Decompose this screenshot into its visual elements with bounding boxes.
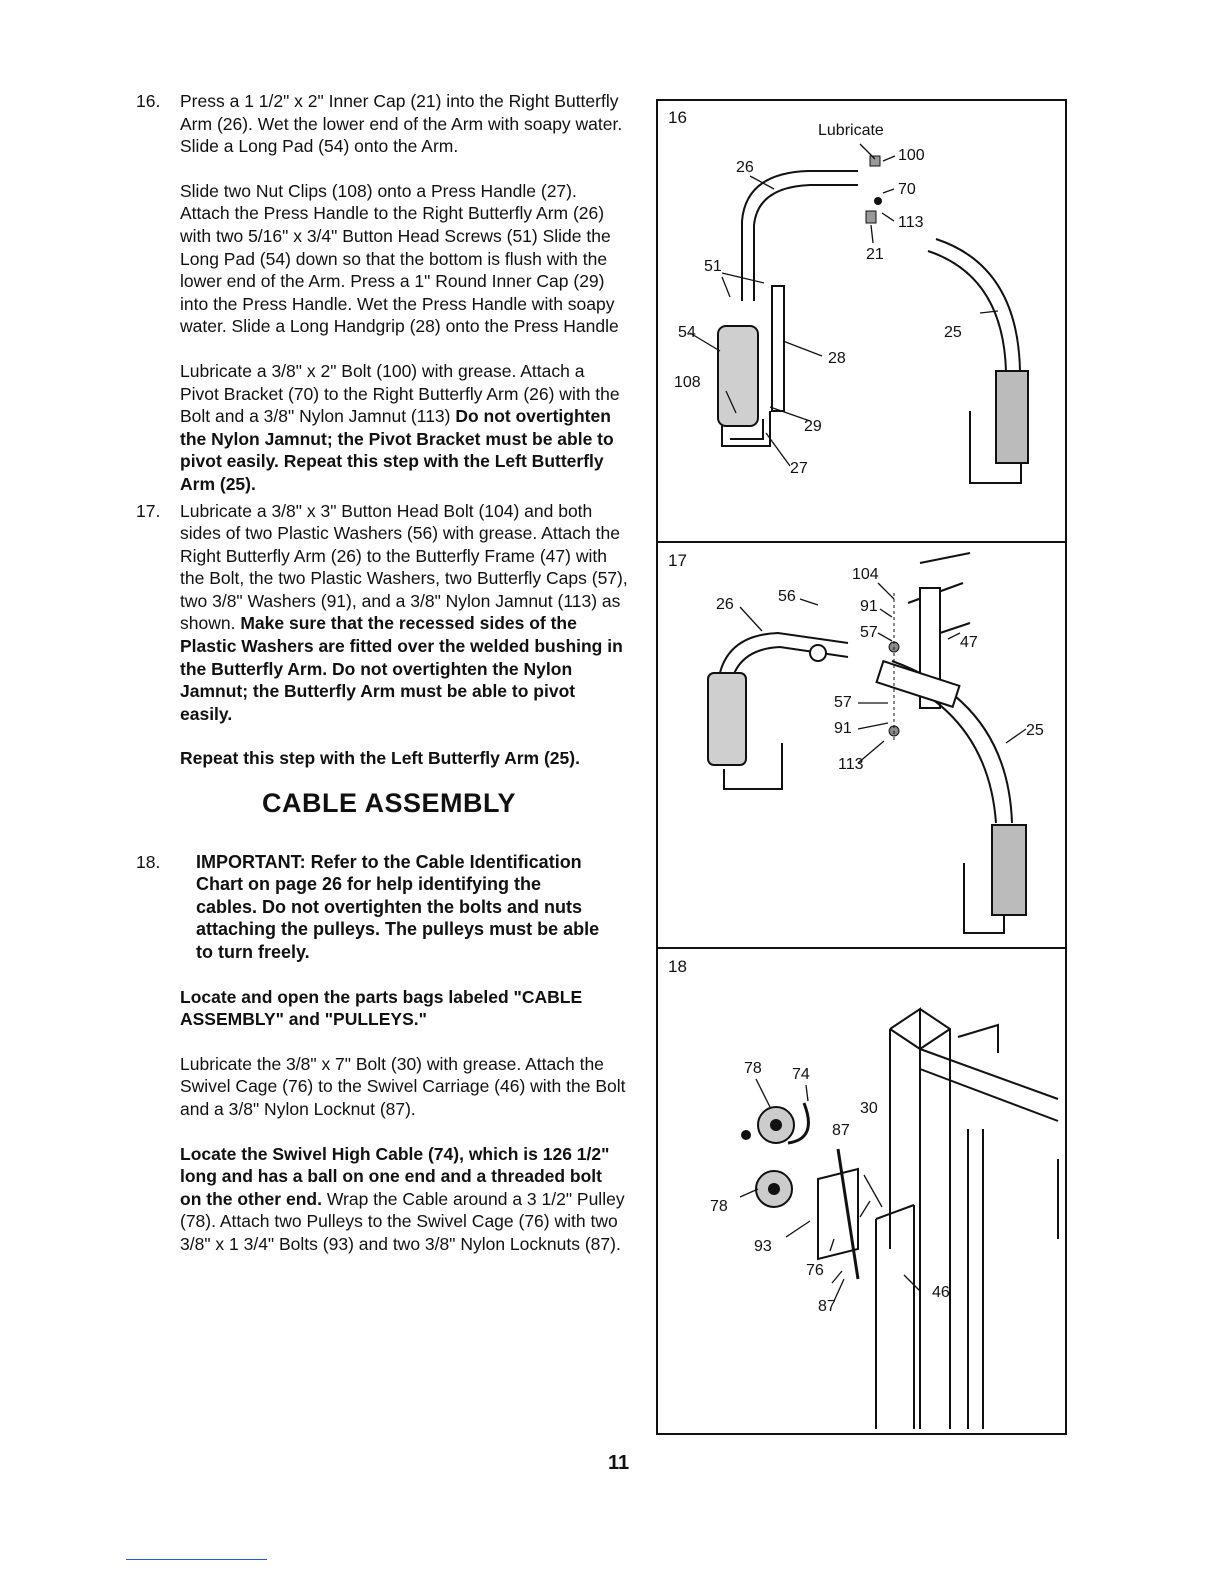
label-78-bottom: 78 <box>710 1198 728 1215</box>
pulley-bottom <box>756 1171 792 1207</box>
figure-17-number: 17 <box>668 551 687 570</box>
label-93: 93 <box>754 1238 772 1255</box>
long-pad <box>718 326 758 426</box>
label-29: 29 <box>804 418 822 435</box>
pivot-bracket <box>870 156 880 166</box>
figure-17-drawing <box>658 543 1065 947</box>
label-57-top: 57 <box>860 624 878 641</box>
figure-18-number: 18 <box>668 957 687 976</box>
step-number: 18. <box>136 851 161 872</box>
label-87-top: 87 <box>832 1122 850 1139</box>
pulley-top <box>758 1107 794 1143</box>
label-26: 26 <box>736 159 754 176</box>
label-100: 100 <box>898 147 925 164</box>
step-17 <box>136 500 628 771</box>
label-27: 27 <box>790 460 808 477</box>
frame-upright <box>890 1009 950 1429</box>
label-51: 51 <box>704 258 722 275</box>
step-16 <box>136 90 628 496</box>
inner-cap <box>866 211 876 223</box>
step-17-paragraph-1 <box>180 500 628 726</box>
label-104: 104 <box>852 566 879 583</box>
step-18-p3-bold: Locate the Swivel High Cable (74), which is 126 1/2" long and has a ball on one end and a threaded bolt on the other end. <box>180 1143 610 1209</box>
label-56: 56 <box>778 588 796 605</box>
step-18-important: IMPORTANT: Refer to the Cable Identification Chart on page 26 for help identifying the cables. Do not overtighten the bolts and nuts attaching the pulleys. The pulleys must be able to turn freely. <box>196 851 600 962</box>
label-47: 47 <box>960 634 978 651</box>
figure-17 <box>658 543 1065 947</box>
step-16-paragraph-1: Press a 1 1/2" x 2" Inner Cap (21) into the Right Butterfly Arm (26). Wet the lower end of the Arm with soapy water. Slide a Long Pad (54) onto the Arm. <box>180 91 623 157</box>
label-87-bottom: 87 <box>818 1298 836 1315</box>
step-18-paragraph-1: Locate and open the parts bags labeled "CABLE ASSEMBLY" and "PULLEYS." <box>180 986 583 1030</box>
figure-18 <box>658 949 1065 1433</box>
step-18-paragraph-2: Lubricate the 3/8" x 7" Bolt (30) with grease. Attach the Swivel Cage (76) to the Swivel Carriage (46) with the Bolt and a 3/8" Nylon Locknut (87). <box>180 1053 626 1119</box>
label-74: 74 <box>792 1066 810 1083</box>
step-18-paragraph-3 <box>180 1143 628 1256</box>
step-16-paragraph-2: Slide two Nut Clips (108) onto a Press Handle (27). Attach the Press Handle to the Right Butterfly Arm (26) with two 5/16" x 3/4" Button Head Screws (51) Slide the Long Pad (54) down so that the bottom is flush with the lower end of the Arm. Press a 1" Round Inner Cap (29) into the Press Handle. Wet the Press Handle with soapy water. Slide a Long Handgrip (28) onto the Press Handle <box>180 180 619 337</box>
section-heading: CABLE ASSEMBLY <box>262 788 517 819</box>
step-16-p3-warning: Do not overtighten the Nylon Jamnut; the Pivot Bracket must be able to pivot easily. Repeat this step with the Left Butterfly Arm (25). <box>180 406 614 494</box>
figure-18-drawing <box>658 949 1065 1433</box>
step-17-p1-plain: Lubricate a 3/8" x 3" Button Head Bolt (104) and both sides of two Plastic Washers (56) with grease. Attach the Right Butterfly Arm (26) to the Butterfly Frame (47) with the Bolt, the two Plastic Washers, two Butterfly Caps (57), two 3/8" Washers (91), and a 3/8" Nylon Jamnut (113) as shown. <box>180 500 628 634</box>
step-18-p3-plain: Wrap the Cable around a 3 1/2" Pulley (78). Attach two Pulleys to the Swivel Cage (76) with two 3/8" x 1 3/4" Bolts (93) and two 3/8" Nylon Locknuts (87). <box>180 1188 625 1254</box>
label-108: 108 <box>674 374 701 391</box>
page-number: 11 <box>608 1452 630 1474</box>
step-number: 17. <box>136 500 161 521</box>
label-113: 113 <box>898 214 924 231</box>
long-handgrip <box>772 286 784 411</box>
instructions-column <box>136 90 628 1278</box>
figure-16-drawing <box>658 101 1065 541</box>
figures-frame <box>656 99 1067 1435</box>
label-78-top: 78 <box>744 1060 762 1077</box>
step-18 <box>136 851 628 1256</box>
label-26: 26 <box>716 596 734 613</box>
label-30: 30 <box>860 1100 878 1117</box>
right-butterfly-arm <box>708 633 848 789</box>
nylon-jamnut <box>874 197 882 205</box>
label-91-top: 91 <box>860 598 878 615</box>
plastic-washer <box>810 645 826 661</box>
figure-16-number: 16 <box>668 108 687 127</box>
step-17-repeat: Repeat this step with the Left Butterfly Arm (25). <box>180 748 580 769</box>
step-16-p3-plain: Lubricate a 3/8" x 2" Bolt (100) with grease. Attach a Pivot Bracket (70) to the Right Butterfly Arm (26) with the Bolt and a 3/8" Nylon Jamnut (113) <box>180 360 620 427</box>
left-butterfly-arm <box>928 239 1028 483</box>
welded-bushing-plate <box>877 661 960 707</box>
label-28: 28 <box>828 350 846 367</box>
top-frame <box>920 1025 1065 1429</box>
swivel-carriage <box>876 1205 914 1429</box>
label-76: 76 <box>806 1262 824 1279</box>
step-17-p1-warning: Make sure that the recessed sides of the Plastic Washers are fitted over the welded bushing in the Butterfly Arm. Do not overtighten the Nylon Jamnut; the Butterfly Arm must be able to pivot easily. <box>180 613 623 724</box>
step-number: 16. <box>136 91 161 111</box>
label-54: 54 <box>678 324 696 341</box>
footer-rule <box>126 1559 267 1560</box>
label-21: 21 <box>866 246 884 263</box>
label-57-bottom: 57 <box>834 694 852 711</box>
label-25: 25 <box>944 324 962 341</box>
cable-ball <box>741 1130 751 1140</box>
label-lubricate: Lubricate <box>818 122 884 139</box>
label-70: 70 <box>898 181 916 198</box>
label-25: 25 <box>1026 722 1044 739</box>
figure-16 <box>658 101 1065 541</box>
label-46: 46 <box>932 1284 950 1301</box>
step-16-paragraph-3 <box>180 360 628 496</box>
label-91-bottom: 91 <box>834 720 852 737</box>
label-113: 113 <box>838 756 864 773</box>
